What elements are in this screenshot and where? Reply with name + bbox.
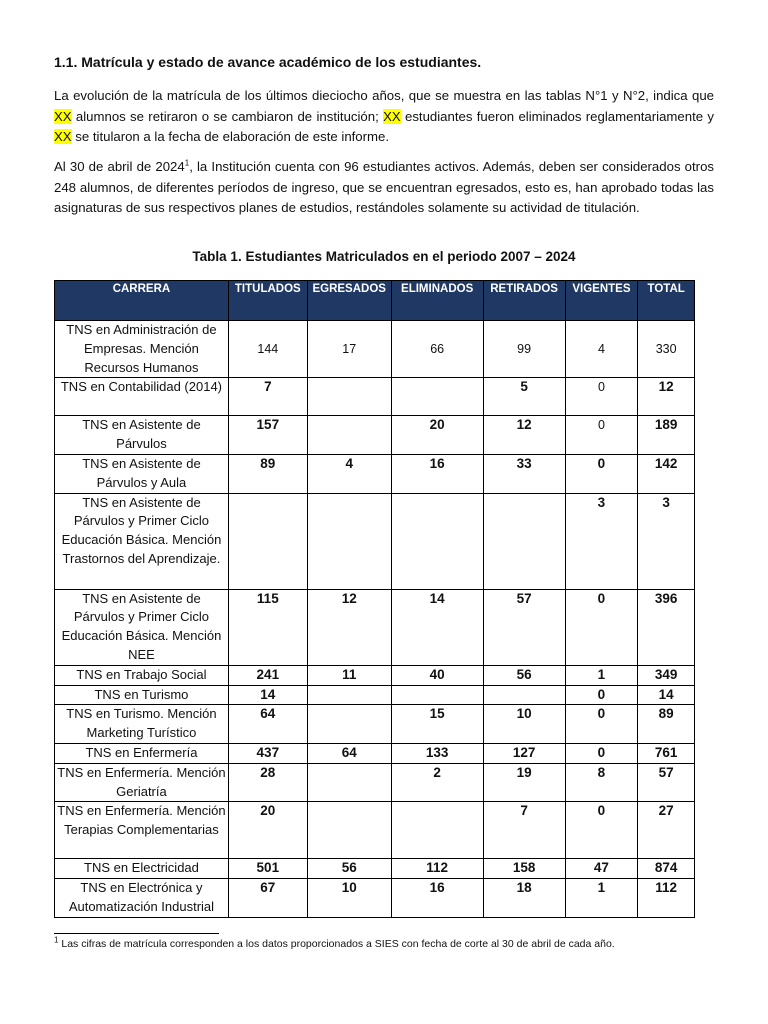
cell-titulados: 67 (228, 879, 307, 918)
enrollment-table (54, 280, 695, 918)
header-carrera: CARRERA (55, 281, 229, 321)
cell-retirados (483, 685, 565, 705)
cell-egresados: 56 (307, 859, 391, 879)
header-titulados: TITULADOS (228, 281, 307, 321)
cell-titulados: 89 (228, 454, 307, 493)
cell-egresados (307, 685, 391, 705)
cell-eliminados (391, 378, 483, 416)
paragraph2-text-1: Al 30 de abril de 2024 (54, 159, 185, 174)
table-row (55, 493, 695, 589)
cell-retirados: 158 (483, 859, 565, 879)
cell-carrera: TNS en Trabajo Social (55, 665, 229, 685)
cell-titulados (228, 493, 307, 589)
cell-egresados: 11 (307, 665, 391, 685)
cell-titulados: 115 (228, 589, 307, 665)
table-row (55, 705, 695, 744)
cell-titulados: 14 (228, 685, 307, 705)
footnote-divider (54, 933, 219, 934)
cell-vigentes: 1 (565, 665, 638, 685)
header-egresados: EGRESADOS (307, 281, 391, 321)
cell-eliminados: 14 (391, 589, 483, 665)
cell-egresados: 10 (307, 879, 391, 918)
cell-egresados: 12 (307, 589, 391, 665)
table-body (55, 321, 695, 918)
cell-eliminados: 133 (391, 743, 483, 763)
cell-carrera: TNS en Asistente de Párvulos y Primer Ciclo Educación Básica. Mención NEE (55, 589, 229, 665)
cell-titulados: 437 (228, 743, 307, 763)
section-heading: 1.1. Matrícula y estado de avance académico de los estudiantes. (54, 54, 482, 70)
cell-vigentes: 0 (565, 378, 638, 416)
cell-carrera: TNS en Administración de Empresas. Mención Recursos Humanos (55, 321, 229, 378)
cell-titulados: 144 (228, 321, 307, 378)
cell-eliminados: 66 (391, 321, 483, 378)
cell-total: 27 (638, 802, 695, 859)
cell-total: 349 (638, 665, 695, 685)
cell-retirados: 18 (483, 879, 565, 918)
cell-total: 142 (638, 454, 695, 493)
highlight-placeholder-1: XX (54, 108, 72, 124)
cell-total: 12 (638, 378, 695, 416)
footnote (54, 935, 615, 950)
cell-carrera: TNS en Enfermería. Mención Geriatría (55, 763, 229, 802)
cell-total: 14 (638, 685, 695, 705)
table-title: Tabla 1. Estudiantes Matriculados en el periodo 2007 – 2024 (192, 249, 576, 264)
cell-vigentes: 8 (565, 763, 638, 802)
cell-vigentes: 4 (565, 321, 638, 378)
cell-titulados: 157 (228, 416, 307, 455)
cell-eliminados (391, 685, 483, 705)
cell-egresados (307, 493, 391, 589)
cell-retirados: 19 (483, 763, 565, 802)
cell-eliminados: 2 (391, 763, 483, 802)
cell-retirados: 57 (483, 589, 565, 665)
cell-carrera: TNS en Enfermería (55, 743, 229, 763)
cell-egresados: 64 (307, 743, 391, 763)
cell-egresados (307, 416, 391, 455)
cell-retirados (483, 493, 565, 589)
cell-vigentes: 0 (565, 802, 638, 859)
cell-vigentes: 3 (565, 493, 638, 589)
table-row (55, 685, 695, 705)
cell-eliminados (391, 802, 483, 859)
table-header-row (55, 281, 695, 321)
table-row (55, 416, 695, 455)
cell-carrera: TNS en Electrónica y Automatización Industrial (55, 879, 229, 918)
table-row (55, 743, 695, 763)
cell-total: 112 (638, 879, 695, 918)
footnote-mark: 1 (54, 935, 59, 945)
cell-vigentes: 0 (565, 454, 638, 493)
cell-retirados: 99 (483, 321, 565, 378)
paragraph1-text-2: alumnos se retiraron o se cambiaron de institución; (71, 108, 384, 124)
cell-egresados: 4 (307, 454, 391, 493)
cell-retirados: 56 (483, 665, 565, 685)
cell-retirados: 127 (483, 743, 565, 763)
table-row (55, 665, 695, 685)
cell-titulados: 7 (228, 378, 307, 416)
cell-total: 57 (638, 763, 695, 802)
cell-total: 396 (638, 589, 695, 665)
cell-eliminados: 15 (391, 705, 483, 744)
cell-vigentes: 0 (565, 743, 638, 763)
cell-total: 761 (638, 743, 695, 763)
cell-total: 330 (638, 321, 695, 378)
paragraph-active-students (54, 157, 714, 219)
cell-total: 189 (638, 416, 695, 455)
cell-vigentes: 0 (565, 705, 638, 744)
table-row (55, 378, 695, 416)
cell-retirados: 10 (483, 705, 565, 744)
footnote-text: Las cifras de matrícula corresponden a los datos proporcionados a SIES con fecha de corte al 30 de abril de cada año. (58, 938, 615, 950)
cell-retirados: 33 (483, 454, 565, 493)
cell-titulados: 241 (228, 665, 307, 685)
cell-eliminados: 16 (391, 454, 483, 493)
cell-eliminados (391, 493, 483, 589)
cell-eliminados: 16 (391, 879, 483, 918)
cell-vigentes: 1 (565, 879, 638, 918)
cell-vigentes: 0 (565, 416, 638, 455)
table-row (55, 802, 695, 859)
cell-total: 3 (638, 493, 695, 589)
cell-carrera: TNS en Asistente de Párvulos (55, 416, 229, 455)
cell-total: 89 (638, 705, 695, 744)
cell-retirados: 12 (483, 416, 565, 455)
cell-egresados (307, 378, 391, 416)
cell-carrera: TNS en Asistente de Párvulos y Primer Ciclo Educación Básica. Mención Trastornos del Aprendizaje. (55, 493, 229, 589)
table-row (55, 321, 695, 378)
cell-retirados: 5 (483, 378, 565, 416)
cell-carrera: TNS en Contabilidad (2014) (55, 378, 229, 416)
cell-titulados: 20 (228, 802, 307, 859)
cell-eliminados: 40 (391, 665, 483, 685)
cell-egresados (307, 763, 391, 802)
cell-carrera: TNS en Electricidad (55, 859, 229, 879)
cell-retirados: 7 (483, 802, 565, 859)
cell-titulados: 501 (228, 859, 307, 879)
table-row (55, 763, 695, 802)
table-row (55, 879, 695, 918)
cell-eliminados: 20 (391, 416, 483, 455)
cell-vigentes: 0 (565, 685, 638, 705)
cell-carrera: TNS en Turismo. Mención Marketing Turístico (55, 705, 229, 744)
cell-total: 874 (638, 859, 695, 879)
header-vigentes: VIGENTES (565, 281, 638, 321)
table-row (55, 589, 695, 665)
paragraph-enrollment-evolution (54, 86, 714, 148)
table-row (55, 454, 695, 493)
highlight-placeholder-3: XX (54, 129, 72, 144)
cell-egresados: 17 (307, 321, 391, 378)
cell-eliminados: 112 (391, 859, 483, 879)
paragraph1-text-1: La evolución de la matrícula de los últimos dieciocho años, que se muestra en las tablas N°1 y N°2, indica que (54, 88, 714, 103)
cell-carrera: TNS en Asistente de Párvulos y Aula (55, 454, 229, 493)
cell-vigentes: 0 (565, 589, 638, 665)
header-retirados: RETIRADOS (483, 281, 565, 321)
footnote-reference[interactable]: 1 (184, 158, 190, 168)
header-eliminados: ELIMINADOS (391, 281, 483, 321)
highlight-placeholder-2: XX (383, 108, 401, 124)
paragraph1-text-3: estudiantes fueron eliminados reglamentariamente y (400, 108, 714, 124)
cell-carrera: TNS en Enfermería. Mención Terapias Complementarias (55, 802, 229, 859)
cell-egresados (307, 705, 391, 744)
cell-titulados: 28 (228, 763, 307, 802)
cell-vigentes: 47 (565, 859, 638, 879)
paragraph2-text-2: , la Institución cuenta con 96 estudiantes activos. Además, deben ser considerados otros 248 alumnos, de diferentes períodos de ingreso, que se encuentran egresados, esto es, han aprobado todas las asignaturas de sus respectivos planes de estudios, restándoles solamente su actividad de titulación. (54, 159, 714, 215)
cell-egresados (307, 802, 391, 859)
paragraph1-text-4: se titularon a la fecha de elaboración de este informe. (71, 129, 390, 144)
cell-carrera: TNS en Turismo (55, 685, 229, 705)
table-row (55, 859, 695, 879)
cell-titulados: 64 (228, 705, 307, 744)
header-total: TOTAL (638, 281, 695, 321)
